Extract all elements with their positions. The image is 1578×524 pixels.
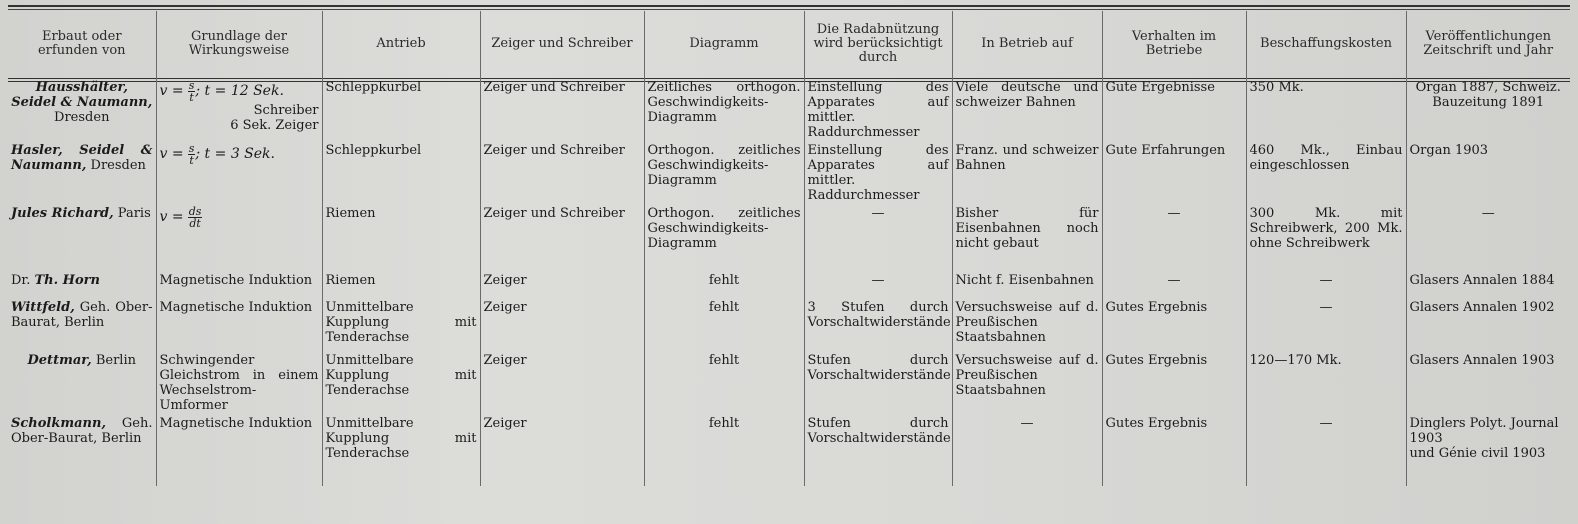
builder-place: Geh. Ober-Baurat, Berlin (11, 416, 153, 446)
top-rule (8, 9, 1570, 10)
cell-rad: Einstellung des Apparates auf mittler. Raddurchmesser (804, 140, 952, 203)
cell-antrieb: Unmittelbare Kupplung mit Tenderachse (322, 297, 480, 350)
veroeff-line2: und Génie civil 1903 (1409, 446, 1546, 461)
formula-v: v = (159, 209, 184, 225)
table-row (8, 297, 1570, 350)
cell-kosten: — (1246, 270, 1406, 297)
cell-verhalten: Gutes Ergebnis (1102, 297, 1246, 350)
cell-rad: 3 Stufen durch Vorschaltwiderstände (804, 297, 952, 350)
cell-verhalten: — (1102, 203, 1246, 270)
cell-kosten: 120—170 Mk. (1246, 350, 1406, 413)
cell-kosten: — (1246, 297, 1406, 350)
cell-antrieb: Unmittelbare Kupplung mit Tenderachse (322, 350, 480, 413)
cell-rad: — (804, 203, 952, 270)
comparison-table (8, 11, 1570, 486)
cell-diagramm: fehlt (644, 350, 804, 413)
cell-veroeff: Organ 1903 (1406, 140, 1570, 203)
cell-antrieb: Unmittelbare Kupplung mit Tenderachse (322, 413, 480, 486)
builder-place: Dresden (54, 110, 110, 125)
cell-erbaut (8, 77, 156, 140)
cell-betrieb: Versuchsweise auf d. Preußischen Staatsbahnen (952, 350, 1102, 413)
cell-zeiger: Zeiger (480, 350, 644, 413)
fraction-denominator: t (189, 154, 194, 167)
formula-line3: 6 Sek. Zeiger (230, 118, 319, 133)
fraction-numerator: ds (188, 205, 202, 218)
cell-veroeff: — (1406, 203, 1570, 270)
builder-place: Paris (117, 206, 151, 221)
cell-verhalten: Gutes Ergebnis (1102, 413, 1246, 486)
fraction-numerator: s (188, 142, 195, 155)
cell-kosten: — (1246, 413, 1406, 486)
cell-betrieb: Nicht f. Eisenbahnen (952, 270, 1102, 297)
cell-verhalten: Gutes Ergebnis (1102, 350, 1246, 413)
cell-betrieb: Franz. und schweizer Bahnen (952, 140, 1102, 203)
builder-name: Hausshälter, Seidel & Naumann, (11, 80, 153, 110)
formula-line2: Schreiber (253, 103, 319, 118)
cell-erbaut (8, 203, 156, 270)
cell-antrieb: Schleppkurbel (322, 140, 480, 203)
cell-erbaut (8, 413, 156, 486)
cell-diagramm: fehlt (644, 413, 804, 486)
header-radabnuetzung: Die Radabnützung wird berücksichtigt durch (804, 11, 952, 77)
cell-erbaut (8, 140, 156, 203)
cell-grundlage (156, 203, 322, 270)
table-row (8, 203, 1570, 270)
cell-diagramm: fehlt (644, 270, 804, 297)
builder-name: Hasler, Seidel & Naumann, (11, 143, 153, 173)
cell-veroeff (1406, 413, 1570, 486)
cell-grundlage: Magnetische Induktion (156, 413, 322, 486)
veroeff-line1: Dinglers Polyt. Journal 1903 (1409, 416, 1559, 446)
table-row (8, 140, 1570, 203)
cell-antrieb: Riemen (322, 270, 480, 297)
table-row (8, 270, 1570, 297)
cell-antrieb: Schleppkurbel (322, 77, 480, 140)
cell-rad: Stufen durch Vorschaltwiderstände (804, 413, 952, 486)
cell-rad: — (804, 270, 952, 297)
header-grundlage: Grundlage der Wirkungsweise (156, 11, 322, 77)
header-erbaut: Erbaut oder erfunden von (37, 29, 126, 58)
cell-zeiger: Zeiger und Schreiber (480, 77, 644, 140)
builder-prefix: Dr. (11, 273, 31, 288)
builder-name: Wittfeld, (11, 300, 75, 315)
cell-veroeff: Organ 1887, Schweiz. Bauzeitung 1891 (1406, 77, 1570, 140)
builder-place: Berlin (95, 353, 136, 368)
cell-betrieb: Versuchsweise auf d. Preußischen Staatsbahnen (952, 297, 1102, 350)
formula-fraction (188, 206, 203, 229)
cell-veroeff: Glasers Annalen 1884 (1406, 270, 1570, 297)
formula-v: v = (159, 146, 184, 162)
cell-rad: Einstellung des Apparates auf mittler. Raddurchmesser (804, 77, 952, 140)
cell-betrieb: Bisher für Eisenbahnen noch nicht gebaut (952, 203, 1102, 270)
cell-zeiger: Zeiger (480, 297, 644, 350)
cell-diagramm: Orthogon. zeitliches Geschwindigkeits-Diagramm (644, 203, 804, 270)
cell-betrieb: Viele deutsche und schweizer Bahnen (952, 77, 1102, 140)
cell-kosten: 300 Mk. mit Schreibwerk, 200 Mk. ohne Schreibwerk (1246, 203, 1406, 270)
top-double-rule (8, 5, 1570, 7)
fraction-denominator: t (189, 91, 194, 104)
cell-zeiger: Zeiger (480, 413, 644, 486)
builder-name: Jules Richard, (11, 206, 114, 221)
cell-verhalten: — (1102, 270, 1246, 297)
table-row (8, 413, 1570, 486)
header-veroeffentlichungen: Veröffentlichungen Zeitschrift und Jahr (1406, 11, 1570, 77)
cell-grundlage (156, 140, 322, 203)
cell-betrieb: — (952, 413, 1102, 486)
cell-grundlage (156, 77, 322, 140)
cell-erbaut (8, 297, 156, 350)
cell-rad: Stufen durch Vorschaltwiderstände (804, 350, 952, 413)
builder-name: Scholkmann, (11, 416, 106, 431)
header-row (8, 11, 1570, 77)
cell-zeiger: Zeiger (480, 270, 644, 297)
header-verhalten: Verhalten im Betriebe (1102, 11, 1246, 77)
cell-grundlage: Magnetische Induktion (156, 270, 322, 297)
cell-veroeff: Glasers Annalen 1903 (1406, 350, 1570, 413)
cell-verhalten: Gute Ergebnisse (1102, 77, 1246, 140)
cell-grundlage: Schwingender Gleichstrom in einem Wechselstrom-Umformer (156, 350, 322, 413)
cell-diagramm: Orthogon. zeitliches Geschwindigkeits-Diagramm (644, 140, 804, 203)
cell-kosten: 350 Mk. (1246, 77, 1406, 140)
builder-place: Dresden (90, 158, 146, 173)
builder-place: Geh. Ober-Baurat, Berlin (11, 300, 153, 330)
builder-name: Dettmar, (27, 353, 92, 368)
cell-verhalten: Gute Erfahrungen (1102, 140, 1246, 203)
builder-name: Th. Horn (34, 273, 100, 288)
cell-zeiger: Zeiger und Schreiber (480, 140, 644, 203)
table-row (8, 350, 1570, 413)
cell-erbaut (8, 350, 156, 413)
cell-kosten: 460 Mk., Einbau eingeschlossen (1246, 140, 1406, 203)
formula-rest: ; t = 3 Sek. (195, 146, 275, 162)
cell-veroeff: Glasers Annalen 1902 (1406, 297, 1570, 350)
cell-antrieb: Riemen (322, 203, 480, 270)
cell-zeiger: Zeiger und Schreiber (480, 203, 644, 270)
cell-grundlage: Magnetische Induktion (156, 297, 322, 350)
fraction-denominator: dt (189, 217, 201, 230)
header-diagramm: Diagramm (644, 11, 804, 77)
formula-v: v = (159, 83, 184, 99)
header-zeiger: Zeiger und Schreiber (480, 11, 644, 77)
cell-erbaut (8, 270, 156, 297)
cell-diagramm: fehlt (644, 297, 804, 350)
header-kosten: Beschaffungskosten (1246, 11, 1406, 77)
header-antrieb: Antrieb (322, 11, 480, 77)
header-betrieb: In Betrieb auf (952, 11, 1102, 77)
fraction-numerator: s (188, 79, 195, 92)
formula-rest: ; t = 12 Sek. (195, 83, 284, 99)
cell-diagramm: Zeitliches orthogon. Geschwindigkeits-Diagramm (644, 77, 804, 140)
table-row (8, 77, 1570, 140)
